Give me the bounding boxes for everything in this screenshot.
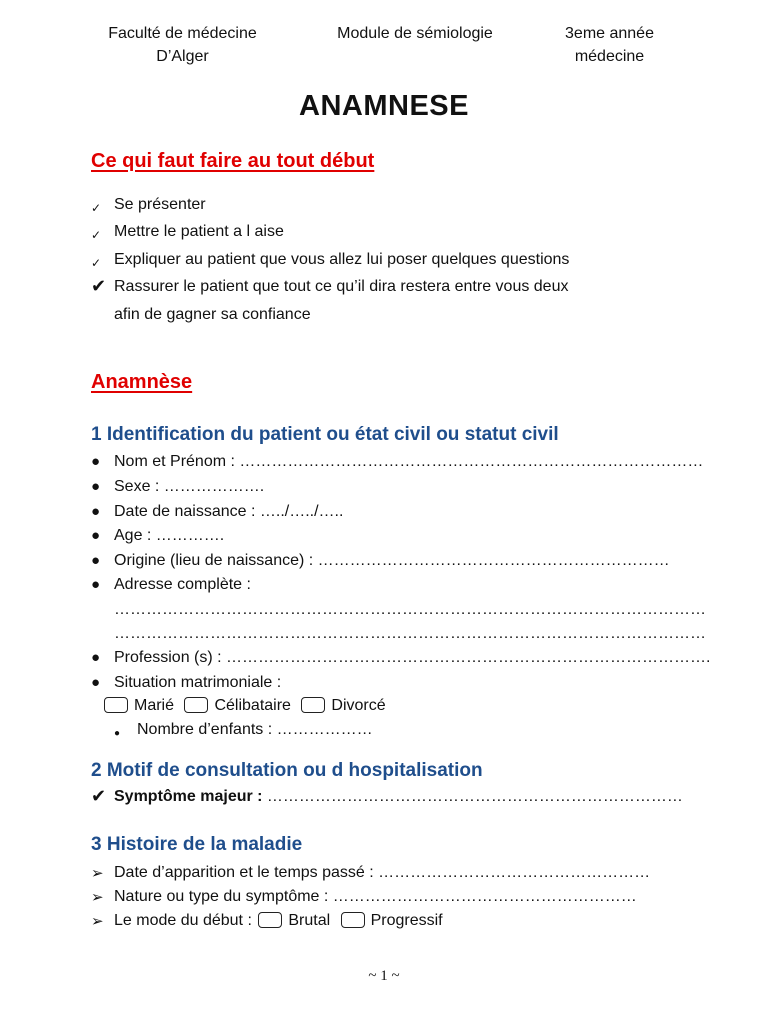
- bullet-icon: ●: [91, 503, 101, 520]
- item-text: Se présenter: [114, 196, 206, 213]
- field-children: Nombre d’enfants : ………………: [137, 721, 373, 738]
- field-symptom: [114, 786, 683, 808]
- field-sex: Sexe : ……………….: [114, 478, 265, 495]
- year-line2: médecine: [574, 48, 645, 65]
- onset-mode-label: Le mode du début :: [114, 912, 252, 929]
- arrow-icon: ➢: [91, 913, 104, 930]
- field-profession: Profession (s) : ……………………………………………………………………………….: [114, 649, 711, 666]
- bullet-icon: ●: [91, 478, 101, 495]
- checkmark-icon: ✓: [91, 256, 102, 270]
- arrow-icon: ➢: [91, 865, 104, 882]
- bullet-icon: ●: [91, 552, 101, 569]
- checkbox-married[interactable]: [104, 697, 128, 713]
- checkmark-icon: ✓: [91, 228, 102, 242]
- checkbox-single[interactable]: [184, 697, 208, 713]
- bullet-icon: ●: [91, 674, 101, 691]
- checkmark-icon: ✔: [91, 276, 107, 296]
- item-text: Mettre le patient a l aise: [114, 223, 284, 240]
- field-onset-date: Date d’apparition et le temps passé : ……………………………………………: [114, 864, 651, 881]
- faculty-name: [80, 22, 285, 68]
- field-marital: Situation matrimoniale :: [114, 674, 282, 691]
- bullet-icon: ●: [91, 649, 101, 666]
- document-header: [0, 22, 768, 70]
- anamnese-heading: Anamnèse: [91, 371, 193, 393]
- page-title: ANAMNESE: [299, 90, 469, 122]
- field-onset-mode: [114, 910, 449, 932]
- field-birthdate: Date de naissance : …../…../…..: [114, 503, 344, 520]
- bullet-icon: ●: [91, 527, 101, 544]
- address-dots-1: …………………………………………………………………………………………………: [114, 601, 706, 618]
- module-name: Module de sémiologie: [337, 25, 493, 42]
- field-address: Adresse complète :: [114, 576, 251, 593]
- marital-options: [104, 695, 392, 717]
- field-origin: Origine (lieu de naissance) : …………………………………………………………: [114, 552, 670, 569]
- page-number: ~ 1 ~: [368, 968, 400, 984]
- address-dots-2: …………………………………………………………………………………………………: [114, 625, 706, 642]
- option-married-label: Marié: [134, 697, 175, 714]
- bullet-icon: ●: [114, 728, 121, 739]
- checkbox-brutal[interactable]: [258, 912, 282, 928]
- bullet-icon: ●: [91, 576, 101, 593]
- symptom-dots: ……………………………………………………………………: [262, 788, 683, 805]
- faculty-line1: Faculté de médecine: [108, 25, 257, 42]
- year-line1: 3eme année: [565, 25, 654, 42]
- start-heading: Ce qui faut faire au tout début: [91, 150, 375, 172]
- field-name: Nom et Prénom : ……………………………………………………………………………: [114, 453, 704, 470]
- field-symptom-type: Nature ou type du symptôme : …………………………………………………: [114, 888, 637, 905]
- checkbox-progressive[interactable]: [341, 912, 365, 928]
- faculty-line2: D’Alger: [156, 48, 209, 65]
- item-text: Rassurer le patient que tout ce qu’il dira restera entre vous deux: [114, 278, 569, 295]
- field-age: Age : ………….: [114, 527, 225, 544]
- section-3-heading: 3 Histoire de la maladie: [91, 834, 303, 855]
- checkmark-icon: ✓: [91, 201, 102, 215]
- bullet-icon: ●: [91, 453, 101, 470]
- arrow-icon: ➢: [91, 889, 104, 906]
- option-single-label: Célibataire: [214, 697, 291, 714]
- checkmark-icon: ✔: [91, 786, 107, 806]
- year-level: [552, 22, 667, 68]
- symptom-label: Symptôme majeur :: [114, 788, 263, 805]
- item-text: Expliquer au patient que vous allez lui poser quelques questions: [114, 251, 570, 268]
- option-divorced-label: Divorcé: [331, 697, 386, 714]
- section-2-heading: 2 Motif de consultation ou d hospitalisation: [91, 760, 483, 781]
- item-text: afin de gagner sa confiance: [114, 306, 311, 323]
- section-1-heading: 1 Identification du patient ou état civil ou statut civil: [91, 424, 559, 445]
- checkbox-divorced[interactable]: [301, 697, 325, 713]
- option-brutal-label: Brutal: [288, 912, 331, 929]
- option-progressive-label: Progressif: [370, 912, 443, 929]
